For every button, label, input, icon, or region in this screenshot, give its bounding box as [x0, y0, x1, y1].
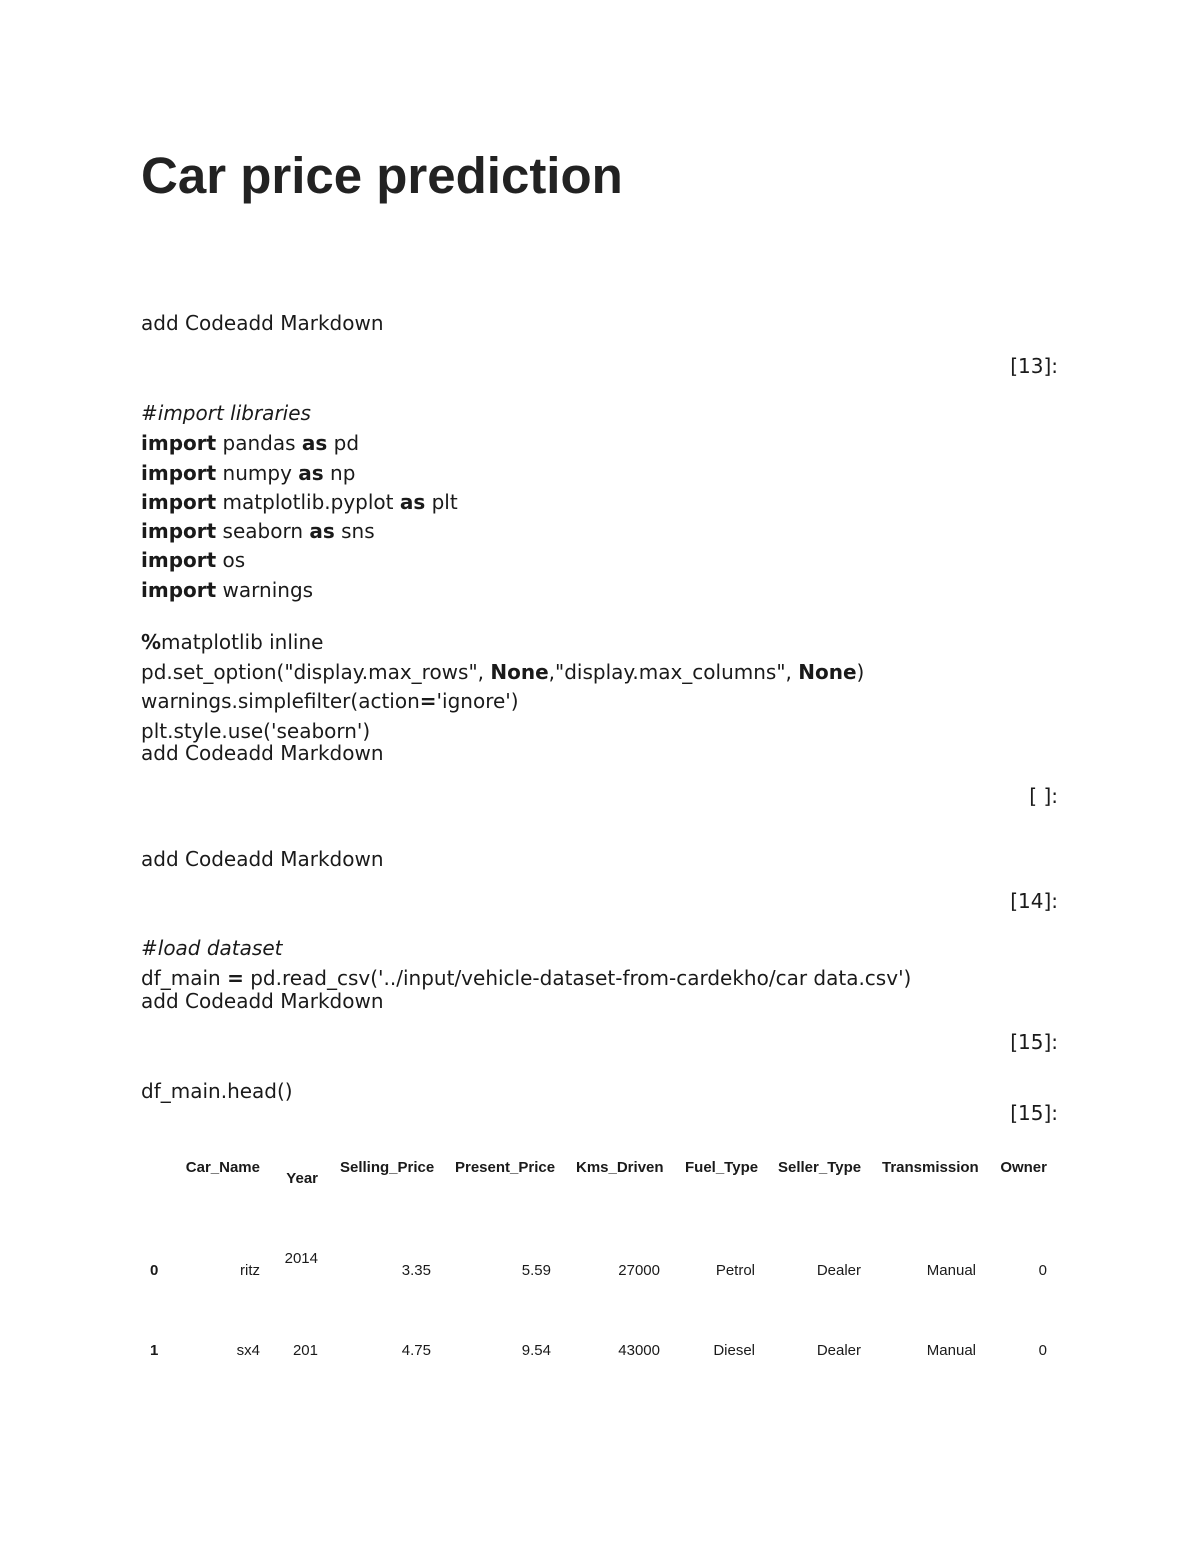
- code-line: [141, 548, 245, 572]
- code-token: df_main: [141, 966, 228, 990]
- code-token: numpy: [216, 461, 299, 485]
- code-token: plt: [425, 490, 458, 514]
- keyword: as: [298, 461, 324, 485]
- keyword: import: [141, 490, 217, 514]
- table-cell: 4.75: [401, 1342, 431, 1359]
- table-cell: Dealer: [816, 1342, 861, 1359]
- code-token: ,"display.max_columns",: [548, 660, 799, 684]
- code-line: [141, 660, 864, 684]
- operator: =: [227, 966, 244, 990]
- table-cell: sx4: [236, 1342, 260, 1359]
- keyword: None: [798, 660, 857, 684]
- table-cell: 3.35: [401, 1262, 431, 1279]
- table-cell: 9.54: [521, 1342, 551, 1359]
- table-header: Car_Name: [185, 1159, 260, 1176]
- add-cell-toolbar[interactable]: add Codeadd Markdown: [141, 311, 384, 335]
- keyword: as: [399, 490, 426, 514]
- keyword: import: [141, 578, 217, 602]
- cell-prompt: [13]:: [1010, 354, 1058, 378]
- code-line: [141, 461, 355, 485]
- operator: =: [419, 689, 437, 713]
- cell-prompt: [15]:: [1010, 1030, 1058, 1054]
- table-header: Kms_Driven: [576, 1159, 664, 1176]
- table-header: Transmission: [882, 1159, 979, 1176]
- code-cell-head[interactable]: df_main.head(): [141, 1079, 293, 1103]
- code-line: [141, 966, 911, 990]
- code-line: plt.style.use('seaborn'): [141, 719, 371, 743]
- keyword: import: [141, 519, 217, 543]
- code-line: [141, 578, 313, 602]
- keyword: import: [141, 548, 217, 572]
- keyword: None: [490, 660, 549, 684]
- code-line: [141, 630, 323, 654]
- keyword: import: [141, 431, 217, 455]
- code-comment: #load dataset: [141, 936, 283, 960]
- code-token: np: [323, 461, 356, 485]
- empty-code-cell[interactable]: [141, 815, 1041, 839]
- add-cell-toolbar[interactable]: add Codeadd Markdown: [141, 847, 384, 871]
- table-cell: Manual: [926, 1262, 976, 1279]
- table-cell: Diesel: [713, 1342, 755, 1359]
- table-cell: 5.59: [521, 1262, 551, 1279]
- code-token: ): [856, 660, 865, 684]
- table-header: Selling_Price: [340, 1159, 435, 1176]
- table-cell: ritz: [240, 1262, 260, 1279]
- output-prompt: [15]:: [1010, 1101, 1058, 1125]
- table-cell: 0: [1038, 1342, 1047, 1359]
- keyword: as: [301, 431, 328, 455]
- table-cell: Manual: [926, 1342, 976, 1359]
- table-header: Year: [286, 1170, 318, 1187]
- code-token: pd: [327, 431, 360, 455]
- code-token: pandas: [216, 431, 302, 455]
- table-header: Present_Price: [455, 1159, 556, 1176]
- keyword: import: [141, 461, 217, 485]
- code-line: [141, 490, 458, 514]
- code-token: warnings.simplefilter(action: [141, 689, 420, 713]
- code-line: [141, 431, 359, 455]
- code-line: [141, 689, 519, 713]
- code-token: os: [216, 548, 246, 572]
- code-comment: #import libraries: [141, 401, 311, 425]
- table-cell: Dealer: [816, 1262, 861, 1279]
- add-cell-toolbar[interactable]: add Codeadd Markdown: [141, 741, 384, 765]
- table-cell: 43000: [618, 1342, 660, 1359]
- table-cell: Petrol: [715, 1262, 755, 1279]
- table-header: Fuel_Type: [685, 1159, 759, 1176]
- table-cell: 27000: [618, 1262, 660, 1279]
- code-token: matplotlib.pyplot: [216, 490, 400, 514]
- add-cell-toolbar[interactable]: add Codeadd Markdown: [141, 989, 384, 1013]
- code-line: [141, 519, 375, 543]
- cell-prompt: [14]:: [1010, 889, 1058, 913]
- code-token: 'ignore'): [436, 689, 519, 713]
- table-cell: 201: [292, 1342, 318, 1359]
- table-cell: 2014: [284, 1250, 318, 1267]
- cell-prompt: [ ]:: [1029, 784, 1058, 808]
- operator: %: [141, 630, 162, 654]
- table-cell: 0: [1038, 1262, 1047, 1279]
- code-token: pd.set_option("display.max_rows",: [141, 660, 491, 684]
- table-row-index: 1: [150, 1342, 159, 1359]
- table-header: Owner: [1000, 1159, 1047, 1176]
- keyword: as: [309, 519, 335, 543]
- table-row-index: 0: [150, 1262, 159, 1279]
- code-token: seaborn: [216, 519, 310, 543]
- code-token: sns: [334, 519, 375, 543]
- page-title: Car price prediction: [141, 147, 623, 204]
- code-token: warnings: [216, 578, 314, 602]
- code-token: matplotlib inline: [161, 630, 324, 654]
- table-header: Seller_Type: [778, 1159, 862, 1176]
- code-token: pd.read_csv('../input/vehicle-dataset-from-cardekho/car data.csv'): [243, 966, 912, 990]
